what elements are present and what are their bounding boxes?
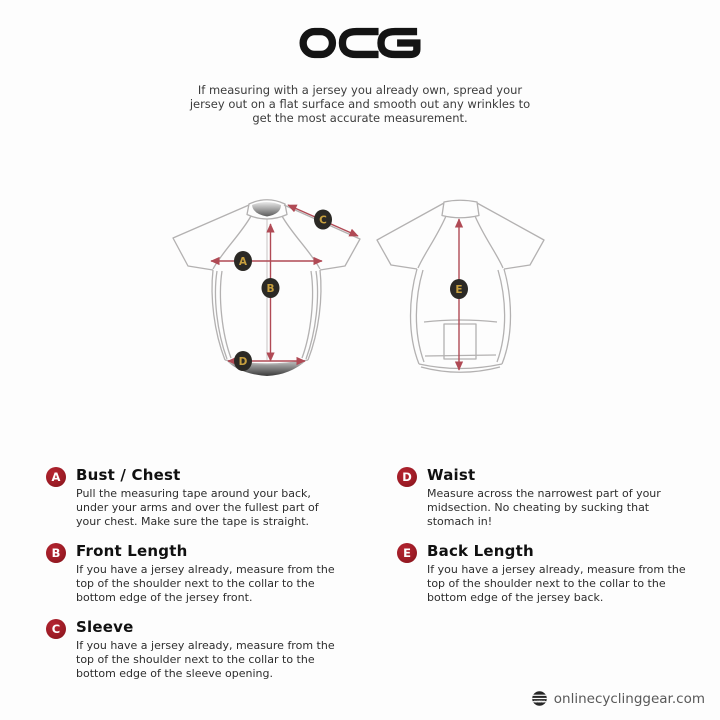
definition-title: Back Length	[427, 542, 534, 560]
definition-title: Sleeve	[76, 618, 134, 636]
definition-body: If you have a jersey already, measure from the top of the shoulder next to the collar to the bottom edge of the jersey back.	[427, 563, 686, 604]
definition-sleeve	[46, 618, 364, 681]
marker-c	[314, 210, 332, 230]
svg-text:C: C	[319, 214, 327, 227]
badge-d: D	[397, 467, 417, 487]
diagram-markers	[234, 210, 468, 372]
back-pocket-bottom	[425, 355, 496, 356]
badge-b: B	[46, 543, 66, 563]
measurement-arrows	[211, 205, 459, 370]
intro-line-3: get the most accurate measurement.	[252, 110, 468, 125]
definition-body: If you have a jersey already, measure from the top of the shoulder next to the collar to the bottom edge of the sleeve opening.	[76, 639, 335, 680]
ocg-logo	[299, 27, 421, 59]
definitions-right-column	[397, 466, 715, 618]
globe-www-icon	[531, 690, 548, 707]
marker-e	[450, 279, 468, 299]
svg-text:E: E	[455, 283, 463, 296]
svg-text:B: B	[266, 282, 275, 295]
svg-text:A: A	[238, 255, 248, 268]
back-pocket-top	[424, 320, 497, 322]
definition-body: Pull the measuring tape around your back, under your arms and over the fullest part of your chest. Make sure the tape is straight.	[76, 487, 319, 528]
front-collar-shading	[252, 202, 281, 217]
logo-letter-g	[381, 32, 417, 55]
sizing-diagram	[140, 172, 580, 397]
badge-c: C	[46, 619, 66, 639]
intro-line-2: jersey out on a flat surface and smooth out any wrinkles to	[189, 96, 531, 111]
definitions-left-column	[46, 466, 364, 694]
definition-body: Measure across the narrowest part of your midsection. No cheating by sucking that stomach in!	[427, 487, 661, 528]
definition-title: Waist	[427, 466, 476, 484]
header	[0, 27, 720, 63]
definition-title: Bust / Chest	[76, 466, 181, 484]
badge-e: E	[397, 543, 417, 563]
svg-text:www: www	[533, 698, 545, 704]
definition-title: Front Length	[76, 542, 188, 560]
definition-bust-chest	[46, 466, 364, 529]
badge-a: A	[46, 467, 66, 487]
logo-letter-o	[303, 32, 332, 55]
back-pocket-middle	[444, 324, 476, 359]
marker-a	[234, 251, 252, 271]
logo-letter-c	[342, 32, 378, 55]
definition-front-length	[46, 542, 364, 605]
marker-b	[262, 278, 280, 298]
intro-line-1: If measuring with a jersey you already own, spread your	[197, 83, 523, 97]
definition-back-length	[397, 542, 715, 605]
svg-text:D: D	[238, 355, 248, 368]
definition-body: If you have a jersey already, measure from the top of the shoulder next to the collar to the bottom edge of the jersey front.	[76, 563, 335, 604]
marker-d	[234, 351, 252, 371]
website-text: onlinecyclinggear.com	[553, 690, 705, 707]
definition-waist	[397, 466, 715, 529]
intro-text	[0, 84, 720, 125]
footer	[531, 690, 705, 707]
